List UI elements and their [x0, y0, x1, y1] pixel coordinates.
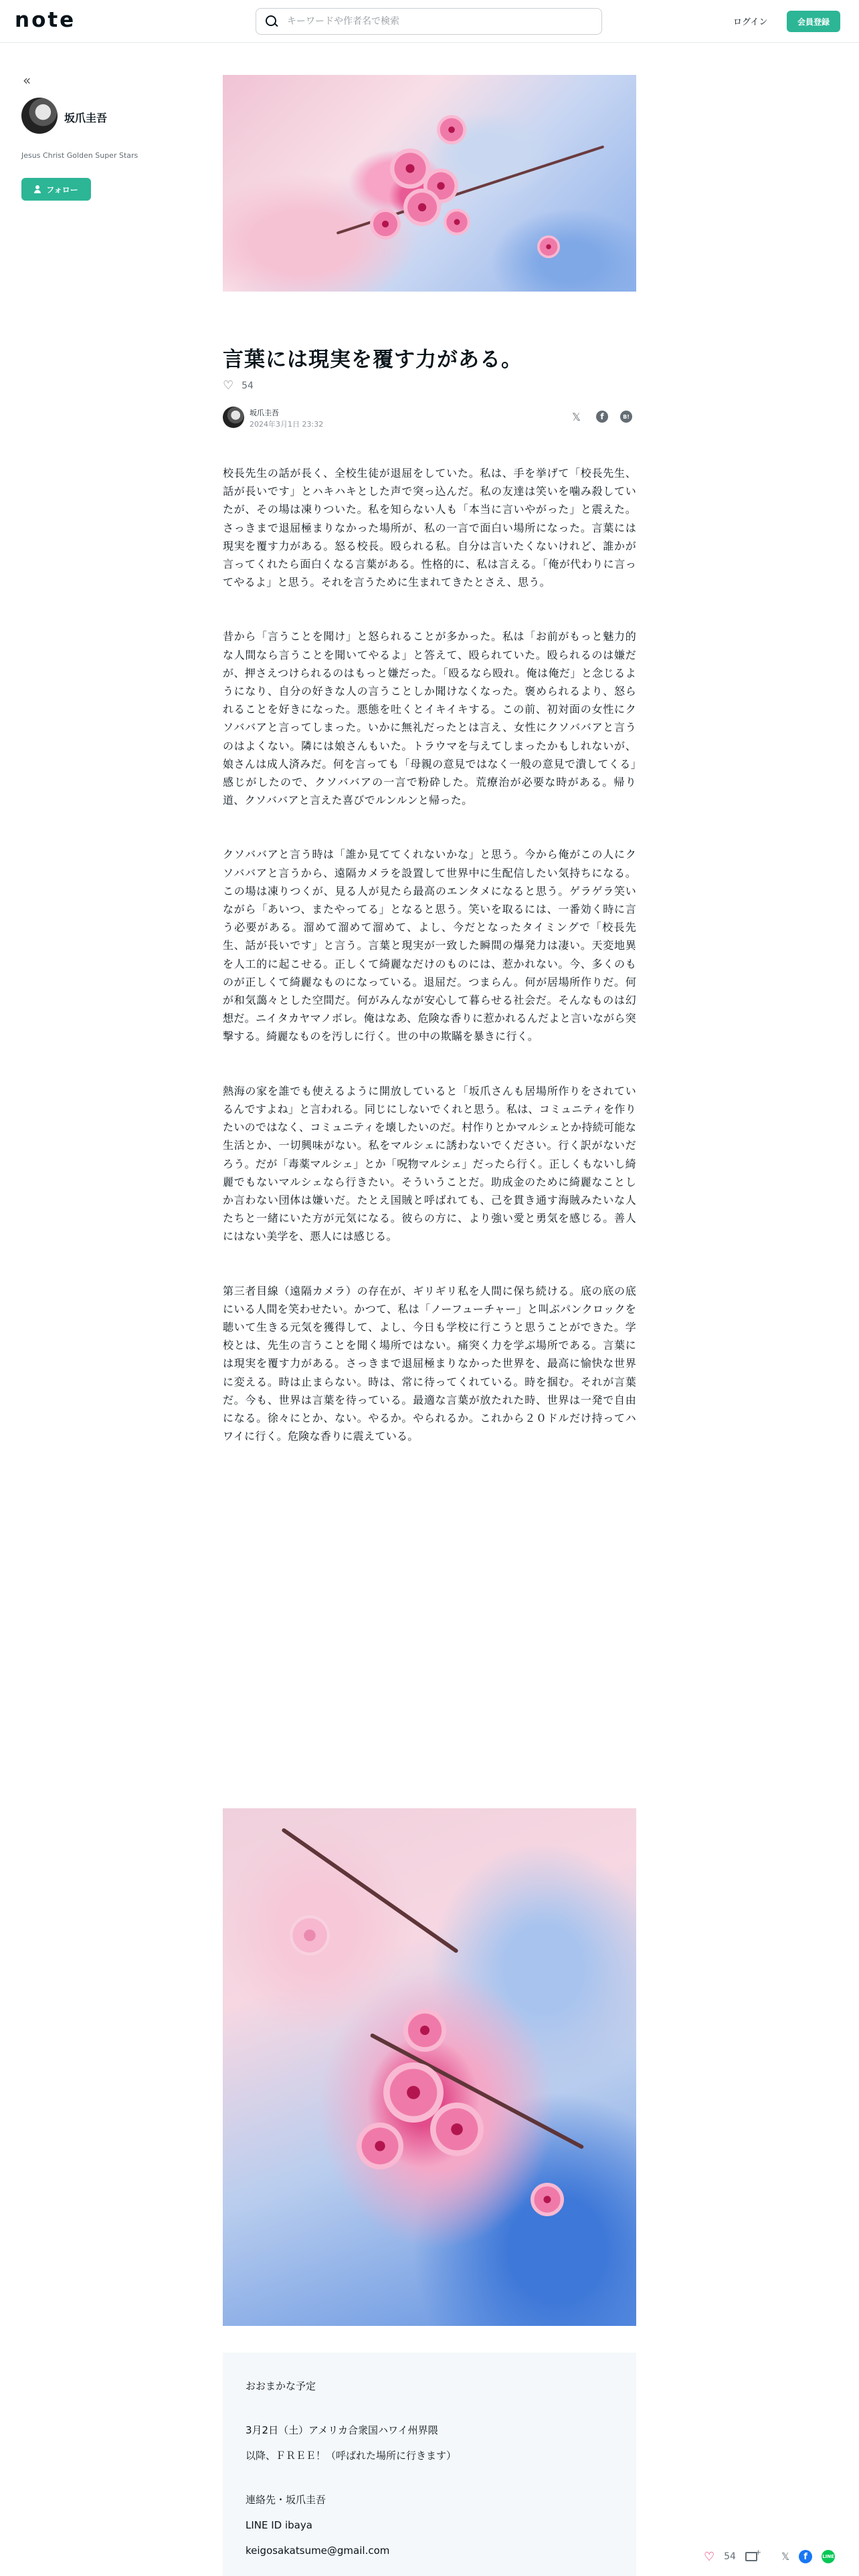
sidebar-author-name[interactable]: 坂爪圭吾: [64, 112, 108, 124]
x-icon[interactable]: 𝕏: [572, 411, 581, 423]
hatena-icon[interactable]: B!: [620, 411, 632, 423]
schedule-box: [223, 2353, 636, 2576]
photo-blossom: [531, 2183, 564, 2216]
paragraph: 第三者目線（遠隔カメラ）の存在が、ギリギリ私を人間に保ち続ける。底の底の底にいる人間を笑わせたい。かつて、私は「ノーフューチャー」と叫ぶパンクロックを聴いて生きる元気を獲得して、よし、今日も学校に行こうと思うことができた。学校とは、先生の言うことを聞く場所ではない。痛突く力を学ぶ場所である。言葉には現実を覆す力がある。さっきまで退屈極まりなかった世界を、最高に愉快な世界に変える。時は止まらない。時は、常に待ってくれている。時を掴む。それが言葉だ。今も、世界は言葉を待っている。最適な言葉が放たれた時、世界は一発で自由になる。徐々にとか、ない。やるか。やられるか。これから２０ドルだけ持ってハワイに行く。危険な香りに震えている。: [223, 1284, 636, 1443]
x-icon[interactable]: 𝕏: [781, 2551, 790, 2563]
schedule-line: 3月2日（土）アメリカ合衆国ハワイ州界隈: [246, 2424, 438, 2436]
search-box[interactable]: [256, 8, 602, 35]
floating-like-count[interactable]: 54: [724, 2551, 736, 2562]
paragraph: 昔から「言うことを聞け」と怒られることが多かった。私は「お前がもっと魅力的な人間なら言うことを聞いてやるよ」と答えて、殴られていた。殴られるのは嫌だが、押さえつけられるのはもっと嫌だった。「殴るなら殴れ。俺は俺だ」と念じるようになり、自分の好きな人の言うことしか聞けなくなった。褒められるより、怒られることを好きになった。悪態を吐くとイキイキする。この前、初対面の女性にクソババアと言ってしまった。いかに無礼だったとは言え、女性にクソババアと言うのはよくない。隣には娘さんもいた。トラウマを与えてしまったかもしれないが、娘さんは成人済みだ。何を言っても「母親の意見ではなく一般の意見で潰してくる」感じがしたので、クソババアの一言で粉砕した。荒療治が必要な時がある。帰り道、クソババアと言えた喜びでルンルンと帰った。: [223, 630, 636, 807]
line-id: LINE ID ibaya: [246, 2519, 312, 2531]
like-row: [223, 379, 254, 393]
photo-blossom: [430, 2103, 484, 2156]
contact-label: 連絡先・坂爪圭吾: [246, 2494, 326, 2506]
magazine-icon[interactable]: [745, 2552, 757, 2561]
paragraph: 校長先生の話が長く、全校生徒が退屈をしていた。私は、手を挙げて「校長先生、話が長いです」とハキハキとした声で突っ込んだ。私の友達は笑いを噛み殺していたが、その場は凍りついた。私を知らない人も「本当に言いやがった」と震えた。さっきまで退屈極まりなかった場所が、私の一言で面白い場所になった。言葉には現実を覆す力がある。怒る校長。殴られる私。自分は言いたくないけれど、誰かが言ってくれたら面白くなる言葉がある。性格的に、私は言える。「俺が代わりに言ってやるよ」と思う。それを言うために生まれてきたとさえ、思う。: [223, 467, 636, 589]
person-plus-icon: [34, 185, 42, 193]
search-icon: [266, 15, 278, 27]
paragraph: クソババアと言う時は「誰か見ててくれないかな」と思う。今から俺がこの人にクソババアと言うから、遠隔カメラを設置して世界中に生配信したい気持ちになる。この場は凍りつくが、見る人が見たら最高のエンタメになると思う。ゲラゲラ笑いながら「あいつ、またやってる」となると思う。笑いを取るには、一番効く時に言う必要がある。溜めて溜めて溜めて、よし、今だとなったタイミングで「校長先生、話が長いです」と言う。言葉と現実が一致した瞬間の爆発力は凄い。天変地異を人工的に起こせる。正しくて綺麗なだけのものには、惹かれない。今、多くのものが正しくて綺麗なものになっている。退屈だ。つまらん。何が居場所作りだ。何が和気藹々とした空間だ。何がみんなが安心して暮らせる社会だ。そんなものは幻想だ。ニイタカヤマノボレ。俺はなあ、危険な香りに惹かれるんだよと言いながら突撃する。綺麗なものを汚しに行く。世の中の欺瞞を暴きに行く。: [223, 848, 636, 1043]
author-avatar[interactable]: [21, 98, 58, 134]
login-link[interactable]: ログイン: [733, 17, 768, 27]
photo-blossom: [403, 2009, 446, 2052]
author-row: [223, 407, 636, 431]
author-name[interactable]: 坂爪圭吾: [250, 409, 279, 417]
sidebar-author-bio: Jesus Christ Golden Super Stars: [21, 151, 138, 160]
email[interactable]: keigosakatsume@gmail.com: [246, 2545, 390, 2557]
photo-blossom: [290, 1915, 330, 1955]
hero-image: [223, 75, 636, 292]
note-logo[interactable]: note: [15, 8, 76, 32]
photo-blossom: [357, 2123, 403, 2169]
follow-button[interactable]: [21, 178, 91, 201]
schedule-line: 以降、ＦＲＥＥ！（呼ばれた場所に行きます）: [246, 2450, 457, 2462]
author-avatar-small[interactable]: [223, 407, 244, 428]
article-body: [223, 464, 636, 1481]
hero-blossom: [437, 115, 466, 144]
floating-action-bar: [704, 2545, 859, 2568]
hero-blossom: [403, 189, 441, 226]
article-photo: [223, 1808, 636, 2326]
signup-button[interactable]: 会員登録: [787, 11, 840, 32]
post-date: 2024年3月1日 23:32: [250, 420, 324, 429]
facebook-icon[interactable]: f: [799, 2550, 812, 2563]
schedule-heading: おおまかな予定: [246, 2380, 316, 2392]
search-input[interactable]: [287, 16, 581, 27]
facebook-icon[interactable]: f: [596, 411, 608, 423]
article-title: 言葉には現実を覆す力がある。: [223, 348, 522, 372]
like-count[interactable]: 54: [242, 380, 254, 391]
hero-blossom: [370, 209, 401, 239]
line-icon[interactable]: LINE: [822, 2550, 835, 2563]
heart-icon[interactable]: ♡: [223, 379, 234, 393]
hero-blossom: [444, 209, 470, 235]
follow-label: フォロー: [46, 185, 78, 195]
heart-icon[interactable]: ♡: [704, 2549, 715, 2564]
collapse-icon[interactable]: «: [23, 72, 31, 88]
hero-blossom: [537, 235, 560, 258]
top-header: [0, 0, 859, 43]
paragraph: 熱海の家を誰でも使えるように開放していると「坂爪さんも居場所作りをされているんですよね」と言われる。同じにしないでくれと思う。私は、コミュニティを作りたいのではなく、コミュニティを壊したいのだ。村作りとかマルシェとか持続可能な生活とか、一切興味がない。私をマルシェに誘わないでください。行く訳がないだろう。だが「毒薬マルシェ」とか「呪物マルシェ」だったら行く。正しくもないし綺麗でもないマルシェなら行きたい。そういうことだ。助成金のために綺麗なことしか言わない団体は嫌いだ。たとえ国賊と呼ばれても、己を貫き通す海賊みたいな人たちと一緒にいた方が元気になる。彼らの方に、より強い愛と勇気を感じる。善人にはない美学を、悪人には感じる。: [223, 1084, 636, 1243]
